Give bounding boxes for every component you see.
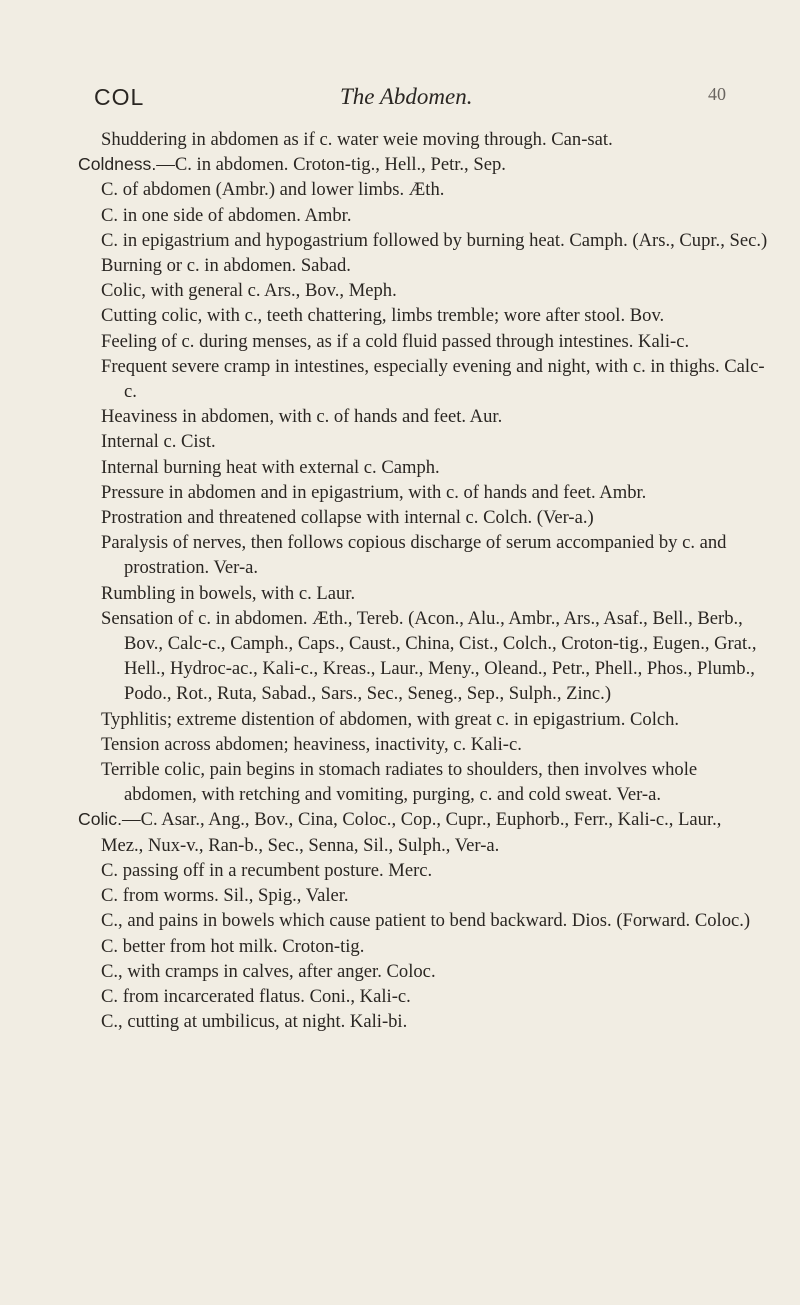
entry-text: C., cutting at umbilicus, at night. Kali-bi. (101, 1011, 408, 1033)
rubric-entry (78, 329, 768, 354)
entry-text: C. in one side of abdomen. Ambr. (101, 204, 352, 226)
header-title: The Abdomen. (340, 84, 473, 109)
rubric-entry (78, 303, 768, 328)
rubric-entry (78, 606, 768, 707)
entry-text: Sensation of c. in abdomen. Æth., Tereb. (Acon., Alu., Ambr., Ars., Asaf., Bell., Berb., Bov., Calc-c., Camph., Caps., Caust., China, Cist., Colch., Croton-tig., Eugen., Grat., Hell., Hydroc-ac., Kali-c., Kreas., Laur., Meny., Oleand., Petr., Phell., Phos., Plumb., Podo., Rot., Ruta, Sabad., Sars., Sec., Seneg., Sep., Sulph., Zinc.) (101, 607, 757, 705)
entry-text: Internal c. Cist. (101, 431, 216, 453)
rubric-entry (78, 228, 768, 253)
rubric-label: Coldness. (78, 154, 157, 175)
entry-text: Prostration and threatened collapse with internal c. Colch. (Ver-a.) (101, 507, 594, 529)
rubric-entry (78, 429, 768, 454)
rubric-entry (78, 732, 768, 757)
rubric-entry (78, 757, 768, 807)
rubric-entry (78, 934, 768, 959)
rubric-entry (78, 908, 768, 933)
entry-text: Cutting colic, with c., teeth chattering, limbs tremble; wore after stool. Bov. (101, 305, 665, 327)
rubric-entry (78, 455, 768, 480)
rubric-heading-entry (78, 807, 768, 857)
rubric-heading-entry (78, 152, 768, 177)
rubric-entry (78, 984, 768, 1009)
repertory-entries (78, 127, 768, 1034)
entry-text: C. from worms. Sil., Spig., Valer. (101, 885, 349, 907)
entry-text: Internal burning heat with external c. Camph. (101, 456, 440, 478)
entry-text: Feeling of c. during menses, as if a cold fluid passed through intestines. Kali-c. (101, 330, 690, 352)
rubric-entry (78, 278, 768, 303)
entry-text: C. in epigastrium and hypogastrium followed by burning heat. Camph. (Ars., Cupr., Sec.) (101, 229, 768, 251)
entry-text: Burning or c. in abdomen. Sabad. (101, 255, 351, 277)
entry-text: Pressure in abdomen and in epigastrium, with c. of hands and feet. Ambr. (101, 481, 647, 503)
entry-text: Colic, with general c. Ars., Bov., Meph. (101, 280, 397, 302)
entry-text: Tension across abdomen; heaviness, inactivity, c. Kali-c. (101, 733, 522, 755)
rubric-entry (78, 354, 768, 404)
entry-text: C. from incarcerated flatus. Coni., Kali-c. (101, 985, 411, 1007)
entry-text: Heaviness in abdomen, with c. of hands and feet. Aur. (101, 406, 503, 428)
entry-text: Shuddering in abdomen as if c. water weie moving through. Can-sat. (101, 129, 613, 150)
entry-text: Paralysis of nerves, then follows copious discharge of serum accompanied by c. and prostration. Ver-a. (101, 532, 727, 579)
header-keyword: COL (94, 84, 145, 110)
entry-text: —C. in abdomen. Croton-tig., Hell., Petr., Sep. (156, 154, 506, 176)
entry-text: C., with cramps in calves, after anger. Coloc. (101, 960, 436, 982)
rubric-entry (78, 203, 768, 228)
entry-text: Frequent severe cramp in intestines, especially evening and night, with c. in thighs. Calc-c. (101, 355, 765, 403)
entry-text: Terrible colic, pain begins in stomach radiates to shoulders, then involves whole abdomen, with retching and vomiting, purging, c. and cold sweat. Ver-a. (101, 759, 698, 806)
rubric-entry (78, 127, 768, 152)
rubric-entry (78, 404, 768, 429)
rubric-entry (78, 480, 768, 505)
rubric-entry (78, 1009, 768, 1034)
rubric-entry (78, 707, 768, 732)
rubric-label: Colic. (78, 809, 122, 830)
running-header (94, 84, 726, 114)
rubric-entry (78, 530, 768, 580)
entry-text: Typhlitis; extreme distention of abdomen, with great c. in epigastrium. Colch. (101, 708, 680, 730)
rubric-entry (78, 581, 768, 606)
rubric-entry (78, 253, 768, 278)
rubric-entry (78, 858, 768, 883)
entry-text: C. passing off in a recumbent posture. Merc. (101, 859, 433, 881)
rubric-entry (78, 959, 768, 984)
rubric-entry (78, 505, 768, 530)
page-number: 40 (708, 84, 726, 104)
entry-text: C., and pains in bowels which cause patient to bend backward. Dios. (Forward. Coloc.) (101, 910, 751, 932)
entry-text: Rumbling in bowels, with c. Laur. (101, 582, 356, 604)
entry-text: C. of abdomen (Ambr.) and lower limbs. Æth. (101, 179, 445, 201)
entry-text: —C. Asar., Ang., Bov., Cina, Coloc., Cop., Cupr., Euphorb., Ferr., Kali-c., Laur., Mez., Nux-v., Ran-b., Sec., Senna, Sil., Sulph., Ver-a. (101, 809, 722, 856)
rubric-entry (78, 883, 768, 908)
rubric-entry (78, 177, 768, 202)
entry-text: C. better from hot milk. Croton-tig. (101, 935, 365, 957)
